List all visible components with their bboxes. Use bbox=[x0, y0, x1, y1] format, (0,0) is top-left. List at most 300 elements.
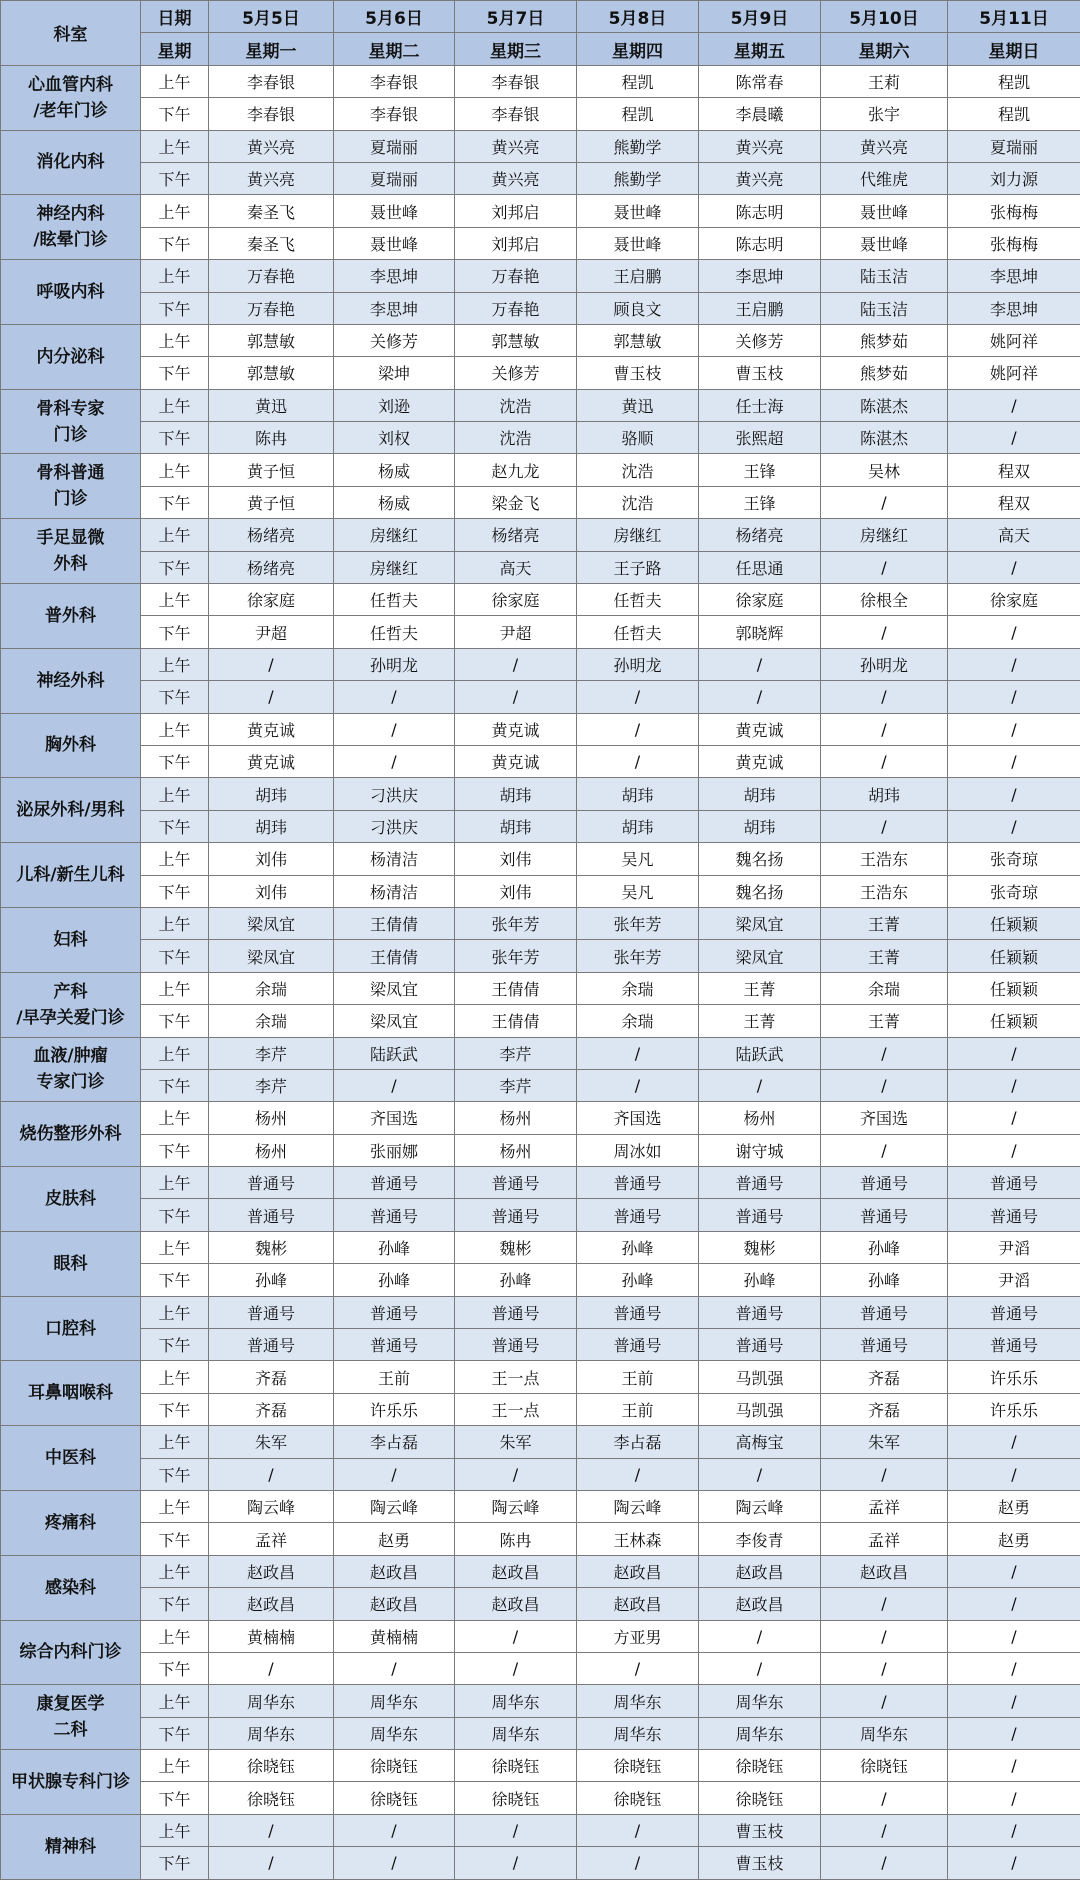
doctor-cell: 普通号 bbox=[699, 1329, 821, 1361]
period-label: 下午 bbox=[141, 1458, 209, 1490]
header-weekday: 星期一 bbox=[209, 33, 334, 65]
doctor-cell: 徐晓钰 bbox=[699, 1750, 821, 1782]
doctor-cell: 程双 bbox=[948, 454, 1080, 486]
doctor-cell: / bbox=[948, 810, 1080, 842]
department-name: 综合内科门诊 bbox=[1, 1620, 141, 1685]
period-label: 上午 bbox=[141, 843, 209, 875]
doctor-cell: 徐晓钰 bbox=[334, 1750, 455, 1782]
schedule-row bbox=[1, 292, 1080, 324]
doctor-cell: 孙峰 bbox=[821, 1264, 948, 1296]
doctor-cell: 李占磊 bbox=[334, 1426, 455, 1458]
doctor-cell: 任颖颖 bbox=[948, 907, 1080, 939]
doctor-cell: 魏名扬 bbox=[699, 843, 821, 875]
doctor-cell: 李芹 bbox=[209, 1037, 334, 1069]
department-name: 甲状腺专科门诊 bbox=[1, 1750, 141, 1815]
doctor-cell: 刘伟 bbox=[209, 875, 334, 907]
doctor-cell: 张梅梅 bbox=[948, 195, 1080, 227]
doctor-cell: 杨绪亮 bbox=[209, 551, 334, 583]
doctor-cell: 聂世峰 bbox=[334, 227, 455, 259]
doctor-cell: / bbox=[948, 1782, 1080, 1814]
doctor-cell: 赵政昌 bbox=[209, 1555, 334, 1587]
schedule-row bbox=[1, 1069, 1080, 1101]
doctor-cell: 曹玉枝 bbox=[699, 357, 821, 389]
doctor-cell: 刘伟 bbox=[209, 843, 334, 875]
schedule-row bbox=[1, 616, 1080, 648]
doctor-cell: / bbox=[334, 1814, 455, 1846]
doctor-cell: / bbox=[577, 1814, 699, 1846]
doctor-cell: 王锋 bbox=[699, 486, 821, 518]
doctor-cell: 徐根全 bbox=[821, 584, 948, 616]
doctor-cell: 王林森 bbox=[577, 1523, 699, 1555]
doctor-cell: 尹超 bbox=[209, 616, 334, 648]
doctor-cell: 顾良文 bbox=[577, 292, 699, 324]
doctor-cell: 万春艳 bbox=[455, 260, 577, 292]
doctor-cell: / bbox=[821, 486, 948, 518]
schedule-row bbox=[1, 227, 1080, 259]
doctor-cell: 任士海 bbox=[699, 389, 821, 421]
doctor-cell: 黄迅 bbox=[209, 389, 334, 421]
schedule-row bbox=[1, 1685, 1080, 1717]
doctor-cell: / bbox=[455, 1847, 577, 1879]
doctor-cell: 孙峰 bbox=[334, 1264, 455, 1296]
department-name: 烧伤整形外科 bbox=[1, 1102, 141, 1167]
schedule-row bbox=[1, 1847, 1080, 1879]
doctor-cell: 普通号 bbox=[334, 1167, 455, 1199]
doctor-cell: 杨州 bbox=[455, 1102, 577, 1134]
doctor-cell: 黄楠楠 bbox=[334, 1620, 455, 1652]
doctor-cell: / bbox=[948, 1102, 1080, 1134]
doctor-cell: 徐家庭 bbox=[455, 584, 577, 616]
period-label: 下午 bbox=[141, 1717, 209, 1749]
header-dept-label: 科室 bbox=[1, 1, 141, 66]
doctor-cell: 任颖颖 bbox=[948, 972, 1080, 1004]
schedule-row bbox=[1, 1199, 1080, 1231]
doctor-cell: 熊勤学 bbox=[577, 130, 699, 162]
doctor-cell: 梁凤宜 bbox=[334, 972, 455, 1004]
doctor-cell: 普通号 bbox=[334, 1199, 455, 1231]
doctor-cell: 夏瑞丽 bbox=[948, 130, 1080, 162]
doctor-cell: 孟祥 bbox=[209, 1523, 334, 1555]
period-label: 上午 bbox=[141, 1296, 209, 1328]
doctor-cell: 黄克诚 bbox=[699, 745, 821, 777]
department-name: 骨科专家 门诊 bbox=[1, 389, 141, 454]
schedule-row bbox=[1, 1426, 1080, 1458]
doctor-cell: 李芹 bbox=[455, 1037, 577, 1069]
schedule-row bbox=[1, 551, 1080, 583]
doctor-cell: 李思坤 bbox=[948, 292, 1080, 324]
schedule-row bbox=[1, 1134, 1080, 1166]
doctor-cell: 马凯强 bbox=[699, 1361, 821, 1393]
period-label: 上午 bbox=[141, 1620, 209, 1652]
schedule-row bbox=[1, 324, 1080, 356]
doctor-cell: / bbox=[948, 551, 1080, 583]
doctor-cell: 郭晓辉 bbox=[699, 616, 821, 648]
doctor-cell: 高天 bbox=[455, 551, 577, 583]
department-name: 感染科 bbox=[1, 1555, 141, 1620]
doctor-cell: 赵政昌 bbox=[577, 1588, 699, 1620]
doctor-cell: 普通号 bbox=[455, 1167, 577, 1199]
doctor-cell: 张宇 bbox=[821, 98, 948, 130]
doctor-cell: 许乐乐 bbox=[334, 1393, 455, 1425]
doctor-cell: 房继红 bbox=[334, 519, 455, 551]
schedule-row bbox=[1, 1167, 1080, 1199]
doctor-cell: / bbox=[455, 648, 577, 680]
department-name: 耳鼻咽喉科 bbox=[1, 1361, 141, 1426]
schedule-row bbox=[1, 1102, 1080, 1134]
period-label: 上午 bbox=[141, 1102, 209, 1134]
doctor-cell: 余瑞 bbox=[209, 972, 334, 1004]
doctor-cell: 姚阿祥 bbox=[948, 324, 1080, 356]
doctor-cell: 普通号 bbox=[334, 1329, 455, 1361]
doctor-cell: 刘权 bbox=[334, 422, 455, 454]
doctor-cell: 任颖颖 bbox=[948, 940, 1080, 972]
doctor-cell: 张年芳 bbox=[455, 907, 577, 939]
department-name: 妇科 bbox=[1, 907, 141, 972]
doctor-cell: 黄兴亮 bbox=[209, 130, 334, 162]
period-label: 下午 bbox=[141, 1005, 209, 1037]
doctor-cell: 刘邦启 bbox=[455, 195, 577, 227]
doctor-cell: 尹滔 bbox=[948, 1231, 1080, 1263]
period-label: 上午 bbox=[141, 519, 209, 551]
doctor-cell: / bbox=[577, 1652, 699, 1684]
header-weekday: 星期三 bbox=[455, 33, 577, 65]
doctor-cell: 胡玮 bbox=[209, 810, 334, 842]
doctor-cell: 胡玮 bbox=[699, 810, 821, 842]
schedule-row bbox=[1, 1490, 1080, 1522]
header-date: 5月7日 bbox=[455, 1, 577, 33]
doctor-cell: 黄克诚 bbox=[209, 713, 334, 745]
doctor-cell: 赵政昌 bbox=[699, 1555, 821, 1587]
doctor-cell: / bbox=[948, 1588, 1080, 1620]
doctor-cell: 朱军 bbox=[455, 1426, 577, 1458]
doctor-cell: 陆玉洁 bbox=[821, 292, 948, 324]
header-row-dates bbox=[1, 1, 1080, 33]
doctor-cell: 孙峰 bbox=[821, 1231, 948, 1263]
doctor-cell: 徐家庭 bbox=[699, 584, 821, 616]
doctor-cell: 孙峰 bbox=[209, 1264, 334, 1296]
schedule-row bbox=[1, 519, 1080, 551]
doctor-cell: 许乐乐 bbox=[948, 1393, 1080, 1425]
schedule-row bbox=[1, 1717, 1080, 1749]
doctor-cell: 聂世峰 bbox=[821, 195, 948, 227]
doctor-cell: 聂世峰 bbox=[577, 227, 699, 259]
period-label: 上午 bbox=[141, 324, 209, 356]
period-label: 上午 bbox=[141, 713, 209, 745]
doctor-cell: 王一点 bbox=[455, 1393, 577, 1425]
doctor-cell: 徐晓钰 bbox=[577, 1750, 699, 1782]
schedule-row bbox=[1, 454, 1080, 486]
doctor-cell: 周华东 bbox=[209, 1717, 334, 1749]
doctor-cell: 齐国选 bbox=[334, 1102, 455, 1134]
doctor-cell: 杨绪亮 bbox=[699, 519, 821, 551]
doctor-cell: 任思通 bbox=[699, 551, 821, 583]
doctor-cell: 刘伟 bbox=[455, 843, 577, 875]
doctor-cell: 杨威 bbox=[334, 454, 455, 486]
department-name: 儿科/新生儿科 bbox=[1, 843, 141, 908]
doctor-cell: 孙明龙 bbox=[821, 648, 948, 680]
doctor-cell: 梁金飞 bbox=[455, 486, 577, 518]
period-label: 上午 bbox=[141, 454, 209, 486]
period-label: 上午 bbox=[141, 907, 209, 939]
doctor-cell: / bbox=[334, 1458, 455, 1490]
doctor-cell: 关修芳 bbox=[699, 324, 821, 356]
doctor-cell: 王浩东 bbox=[821, 875, 948, 907]
doctor-cell: 吴林 bbox=[821, 454, 948, 486]
doctor-cell: 夏瑞丽 bbox=[334, 130, 455, 162]
doctor-cell: 赵政昌 bbox=[455, 1555, 577, 1587]
period-label: 下午 bbox=[141, 1847, 209, 1879]
doctor-cell: 陶云峰 bbox=[209, 1490, 334, 1522]
doctor-cell: 熊梦茹 bbox=[821, 324, 948, 356]
doctor-cell: / bbox=[821, 1847, 948, 1879]
doctor-cell: 黄迅 bbox=[577, 389, 699, 421]
doctor-cell: 齐磊 bbox=[821, 1361, 948, 1393]
doctor-cell: 赵勇 bbox=[948, 1490, 1080, 1522]
doctor-cell: 任颖颖 bbox=[948, 1005, 1080, 1037]
period-label: 上午 bbox=[141, 1167, 209, 1199]
doctor-cell: 赵政昌 bbox=[577, 1555, 699, 1587]
header-weekday: 星期日 bbox=[948, 33, 1080, 65]
doctor-cell: 王启鹏 bbox=[699, 292, 821, 324]
doctor-cell: / bbox=[821, 810, 948, 842]
period-label: 上午 bbox=[141, 1685, 209, 1717]
period-label: 上午 bbox=[141, 1361, 209, 1393]
doctor-cell: / bbox=[209, 1458, 334, 1490]
doctor-cell: 李思坤 bbox=[334, 260, 455, 292]
doctor-cell: 普通号 bbox=[577, 1296, 699, 1328]
doctor-cell: 杨清洁 bbox=[334, 843, 455, 875]
doctor-cell: 郭慧敏 bbox=[577, 324, 699, 356]
doctor-cell: 陶云峰 bbox=[699, 1490, 821, 1522]
doctor-cell: 陈冉 bbox=[455, 1523, 577, 1555]
doctor-cell: 齐国选 bbox=[577, 1102, 699, 1134]
doctor-cell: 胡玮 bbox=[455, 778, 577, 810]
department-name: 泌尿外科/男科 bbox=[1, 778, 141, 843]
doctor-cell: / bbox=[948, 422, 1080, 454]
doctor-cell: 黄克诚 bbox=[455, 745, 577, 777]
doctor-cell: 普通号 bbox=[577, 1329, 699, 1361]
header-weekday: 星期二 bbox=[334, 33, 455, 65]
period-label: 下午 bbox=[141, 1393, 209, 1425]
period-label: 下午 bbox=[141, 810, 209, 842]
doctor-cell: 聂世峰 bbox=[577, 195, 699, 227]
period-label: 上午 bbox=[141, 260, 209, 292]
doctor-cell: 刘力源 bbox=[948, 162, 1080, 194]
doctor-cell: 陆跃武 bbox=[334, 1037, 455, 1069]
doctor-cell: 高梅宝 bbox=[699, 1426, 821, 1458]
doctor-cell: / bbox=[821, 1620, 948, 1652]
doctor-cell: 魏彬 bbox=[455, 1231, 577, 1263]
doctor-cell: 王莉 bbox=[821, 65, 948, 97]
schedule-row bbox=[1, 907, 1080, 939]
header-date: 5月11日 bbox=[948, 1, 1080, 33]
period-label: 下午 bbox=[141, 292, 209, 324]
doctor-cell: 沈浩 bbox=[455, 389, 577, 421]
doctor-cell: / bbox=[948, 1847, 1080, 1879]
doctor-cell: / bbox=[948, 745, 1080, 777]
doctor-cell: / bbox=[821, 713, 948, 745]
doctor-cell: / bbox=[821, 1458, 948, 1490]
doctor-cell: 赵政昌 bbox=[334, 1588, 455, 1620]
department-name: 血液/肿瘤 专家门诊 bbox=[1, 1037, 141, 1102]
doctor-cell: 郭慧敏 bbox=[455, 324, 577, 356]
doctor-cell: / bbox=[699, 681, 821, 713]
doctor-cell: 张熙超 bbox=[699, 422, 821, 454]
department-name: 呼吸内科 bbox=[1, 260, 141, 325]
period-label: 上午 bbox=[141, 195, 209, 227]
doctor-cell: / bbox=[948, 389, 1080, 421]
doctor-cell: 周华东 bbox=[821, 1717, 948, 1749]
doctor-cell: / bbox=[577, 1847, 699, 1879]
doctor-cell: 魏彬 bbox=[209, 1231, 334, 1263]
doctor-cell: 刘伟 bbox=[455, 875, 577, 907]
schedule-row bbox=[1, 1231, 1080, 1263]
doctor-cell: 胡玮 bbox=[577, 810, 699, 842]
doctor-cell: / bbox=[821, 1685, 948, 1717]
doctor-cell: 王浩东 bbox=[821, 843, 948, 875]
doctor-cell: 黄克诚 bbox=[455, 713, 577, 745]
department-name: 神经外科 bbox=[1, 648, 141, 713]
doctor-cell: 程凯 bbox=[577, 98, 699, 130]
doctor-cell: / bbox=[948, 1717, 1080, 1749]
period-label: 下午 bbox=[141, 486, 209, 518]
doctor-cell: / bbox=[699, 1458, 821, 1490]
doctor-cell: 齐国选 bbox=[821, 1102, 948, 1134]
doctor-cell: 徐家庭 bbox=[209, 584, 334, 616]
doctor-cell: 徐晓钰 bbox=[821, 1750, 948, 1782]
doctor-cell: / bbox=[577, 1037, 699, 1069]
header-date: 5月10日 bbox=[821, 1, 948, 33]
department-name: 心血管内科 /老年门诊 bbox=[1, 65, 141, 130]
doctor-cell: 杨绪亮 bbox=[209, 519, 334, 551]
doctor-cell: 孙峰 bbox=[577, 1264, 699, 1296]
doctor-cell: 普通号 bbox=[209, 1296, 334, 1328]
doctor-cell: / bbox=[334, 681, 455, 713]
doctor-cell: / bbox=[577, 1458, 699, 1490]
schedule-row bbox=[1, 745, 1080, 777]
doctor-cell: 程凯 bbox=[948, 65, 1080, 97]
department-name: 胸外科 bbox=[1, 713, 141, 778]
doctor-cell: 梁凤宜 bbox=[334, 1005, 455, 1037]
doctor-cell: 陆玉洁 bbox=[821, 260, 948, 292]
doctor-cell: 吴凡 bbox=[577, 843, 699, 875]
schedule-row bbox=[1, 972, 1080, 1004]
doctor-cell: 任哲夫 bbox=[577, 616, 699, 648]
doctor-cell: 万春艳 bbox=[209, 260, 334, 292]
doctor-cell: 黄楠楠 bbox=[209, 1620, 334, 1652]
doctor-cell: / bbox=[821, 616, 948, 648]
doctor-cell: 李芹 bbox=[455, 1069, 577, 1101]
doctor-cell: 万春艳 bbox=[209, 292, 334, 324]
header-date: 5月5日 bbox=[209, 1, 334, 33]
doctor-cell: 刁洪庆 bbox=[334, 778, 455, 810]
doctor-cell: 赵勇 bbox=[334, 1523, 455, 1555]
doctor-cell: 周冰如 bbox=[577, 1134, 699, 1166]
period-label: 下午 bbox=[141, 1199, 209, 1231]
doctor-cell: 黄兴亮 bbox=[455, 162, 577, 194]
doctor-cell: 周华东 bbox=[209, 1685, 334, 1717]
doctor-cell: 张年芳 bbox=[455, 940, 577, 972]
doctor-cell: 梁凤宜 bbox=[209, 940, 334, 972]
doctor-cell: 孙明龙 bbox=[577, 648, 699, 680]
doctor-cell: 王菁 bbox=[699, 1005, 821, 1037]
doctor-cell: 熊梦茹 bbox=[821, 357, 948, 389]
doctor-cell: 马凯强 bbox=[699, 1393, 821, 1425]
schedule-row bbox=[1, 1361, 1080, 1393]
doctor-cell: 杨州 bbox=[699, 1102, 821, 1134]
schedule-row bbox=[1, 389, 1080, 421]
doctor-cell: / bbox=[948, 1685, 1080, 1717]
doctor-cell: 普通号 bbox=[209, 1199, 334, 1231]
doctor-cell: 曹玉枝 bbox=[699, 1814, 821, 1846]
doctor-cell: / bbox=[209, 1847, 334, 1879]
doctor-cell: 普通号 bbox=[699, 1199, 821, 1231]
doctor-cell: 陈冉 bbox=[209, 422, 334, 454]
department-name: 消化内科 bbox=[1, 130, 141, 195]
period-label: 下午 bbox=[141, 1652, 209, 1684]
department-name: 神经内科 /眩晕门诊 bbox=[1, 195, 141, 260]
period-label: 上午 bbox=[141, 1555, 209, 1587]
doctor-cell: 陈湛杰 bbox=[821, 422, 948, 454]
schedule-row bbox=[1, 260, 1080, 292]
doctor-cell: 周华东 bbox=[455, 1717, 577, 1749]
doctor-cell: 王前 bbox=[577, 1361, 699, 1393]
doctor-cell: / bbox=[577, 745, 699, 777]
doctor-cell: 秦圣飞 bbox=[209, 227, 334, 259]
schedule-row bbox=[1, 130, 1080, 162]
doctor-cell: 黄子恒 bbox=[209, 454, 334, 486]
doctor-cell: 沈浩 bbox=[577, 486, 699, 518]
doctor-cell: 陶云峰 bbox=[455, 1490, 577, 1522]
schedule-row bbox=[1, 584, 1080, 616]
doctor-cell: / bbox=[948, 1069, 1080, 1101]
schedule-row bbox=[1, 1329, 1080, 1361]
period-label: 下午 bbox=[141, 1134, 209, 1166]
schedule-row bbox=[1, 162, 1080, 194]
period-label: 下午 bbox=[141, 745, 209, 777]
doctor-cell: 程双 bbox=[948, 486, 1080, 518]
doctor-cell: 曹玉枝 bbox=[699, 1847, 821, 1879]
period-label: 下午 bbox=[141, 357, 209, 389]
period-label: 上午 bbox=[141, 1814, 209, 1846]
doctor-cell: 孟祥 bbox=[821, 1523, 948, 1555]
doctor-cell: 李晨曦 bbox=[699, 98, 821, 130]
doctor-cell: 郭慧敏 bbox=[209, 357, 334, 389]
header-date: 5月9日 bbox=[699, 1, 821, 33]
doctor-cell: 黄克诚 bbox=[699, 713, 821, 745]
doctor-cell: 王前 bbox=[334, 1361, 455, 1393]
doctor-cell: 聂世峰 bbox=[821, 227, 948, 259]
doctor-cell: 赵政昌 bbox=[209, 1588, 334, 1620]
doctor-cell: / bbox=[821, 1652, 948, 1684]
doctor-cell: / bbox=[577, 713, 699, 745]
doctor-cell: 普通号 bbox=[455, 1329, 577, 1361]
doctor-cell: / bbox=[821, 1782, 948, 1814]
doctor-cell: 程凯 bbox=[948, 98, 1080, 130]
doctor-cell: 李春银 bbox=[209, 65, 334, 97]
doctor-cell: 周华东 bbox=[334, 1717, 455, 1749]
doctor-cell: 普通号 bbox=[699, 1296, 821, 1328]
period-label: 上午 bbox=[141, 1490, 209, 1522]
doctor-cell: 魏彬 bbox=[699, 1231, 821, 1263]
period-label: 下午 bbox=[141, 162, 209, 194]
doctor-cell: 李俊青 bbox=[699, 1523, 821, 1555]
period-label: 上午 bbox=[141, 584, 209, 616]
doctor-cell: 赵九龙 bbox=[455, 454, 577, 486]
doctor-cell: 任哲夫 bbox=[334, 616, 455, 648]
doctor-cell: 周华东 bbox=[334, 1685, 455, 1717]
doctor-cell: 孙峰 bbox=[577, 1231, 699, 1263]
